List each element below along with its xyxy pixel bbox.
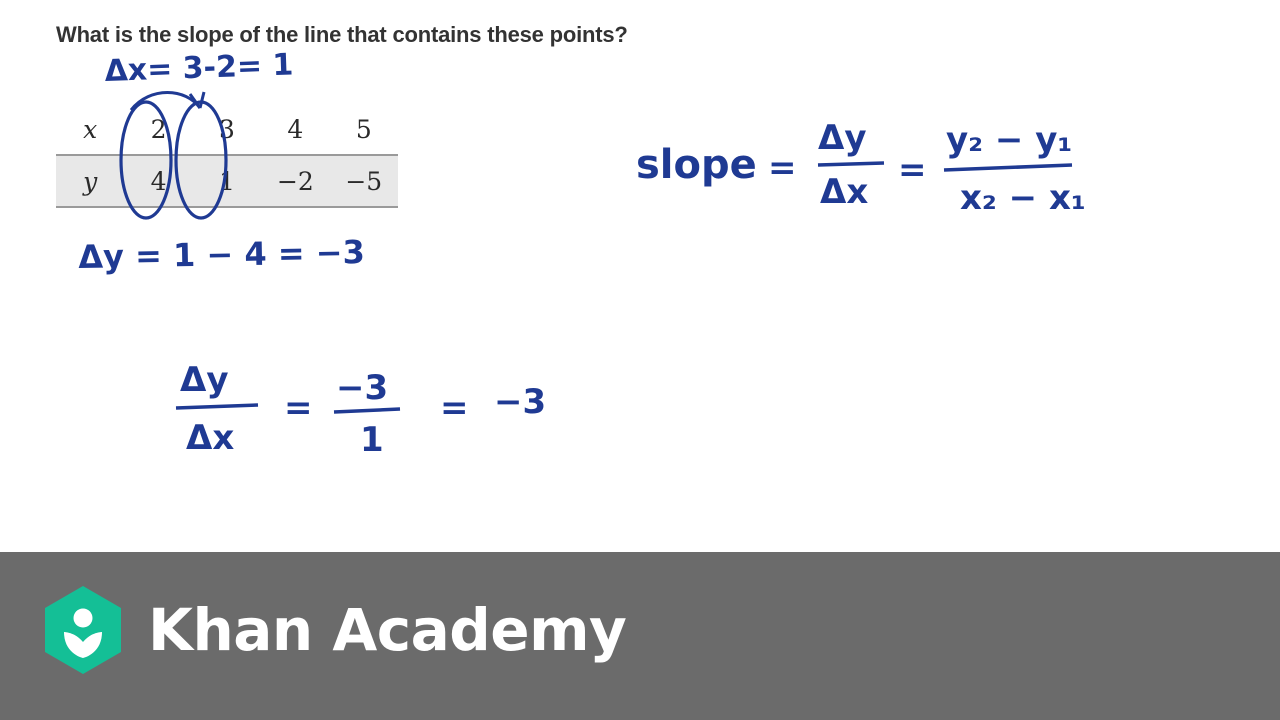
annotation-dy-numerator: Δy bbox=[818, 118, 867, 158]
x-value-2: 3 bbox=[219, 114, 235, 144]
y-value-3: −2 bbox=[261, 155, 329, 207]
table-row bbox=[56, 155, 398, 207]
annotation-final-fraction-denominator: 1 bbox=[360, 420, 384, 460]
annotation-dx-denominator: Δx bbox=[820, 172, 869, 212]
points-table bbox=[56, 104, 398, 208]
annotation-final-fraction-numerator: −3 bbox=[336, 368, 389, 408]
x-value-3: 4 bbox=[287, 114, 304, 144]
row-label-y: y bbox=[56, 155, 124, 207]
annotation-final-equals-2: = bbox=[440, 388, 469, 428]
khan-academy-leaf-icon bbox=[42, 584, 124, 676]
brand-name: Khan Academy bbox=[148, 596, 627, 664]
annotation-slope-word: slope bbox=[636, 142, 757, 188]
annotation-delta-y: Δy = 1 − 4 = −3 bbox=[78, 232, 366, 276]
y-value-4: −5 bbox=[330, 155, 398, 207]
annotation-delta-x: Δx= 3-2= 1 bbox=[104, 47, 294, 89]
fraction-bar-y2y1 bbox=[944, 165, 1072, 170]
footer-bar bbox=[0, 552, 1280, 720]
brand-logo bbox=[42, 584, 626, 676]
fraction-bar-dydx bbox=[818, 163, 884, 165]
table-row bbox=[56, 104, 398, 155]
fraction-bar-final-right bbox=[334, 409, 400, 412]
annotation-final-denominator: Δx bbox=[186, 418, 235, 458]
x-value-4: 5 bbox=[355, 114, 372, 144]
row-label-x: x bbox=[83, 114, 98, 144]
annotation-x2-minus-x1: x₂ − x₁ bbox=[960, 178, 1086, 218]
fraction-bar-final-left bbox=[176, 405, 258, 408]
annotation-equals-1: = bbox=[768, 148, 797, 188]
page-title: What is the slope of the line that contains these points? bbox=[56, 22, 628, 47]
x-value-1: 2 bbox=[150, 114, 167, 144]
y-value-1: 4 bbox=[124, 155, 192, 207]
annotation-final-equals-1: = bbox=[284, 388, 313, 428]
y-value-2: 1 bbox=[193, 155, 261, 207]
annotation-final-answer: −3 bbox=[494, 382, 547, 422]
annotation-equals-2: = bbox=[898, 150, 927, 190]
annotation-y2-minus-y1: y₂ − y₁ bbox=[946, 120, 1073, 160]
annotation-final-numerator: Δy bbox=[180, 360, 229, 400]
